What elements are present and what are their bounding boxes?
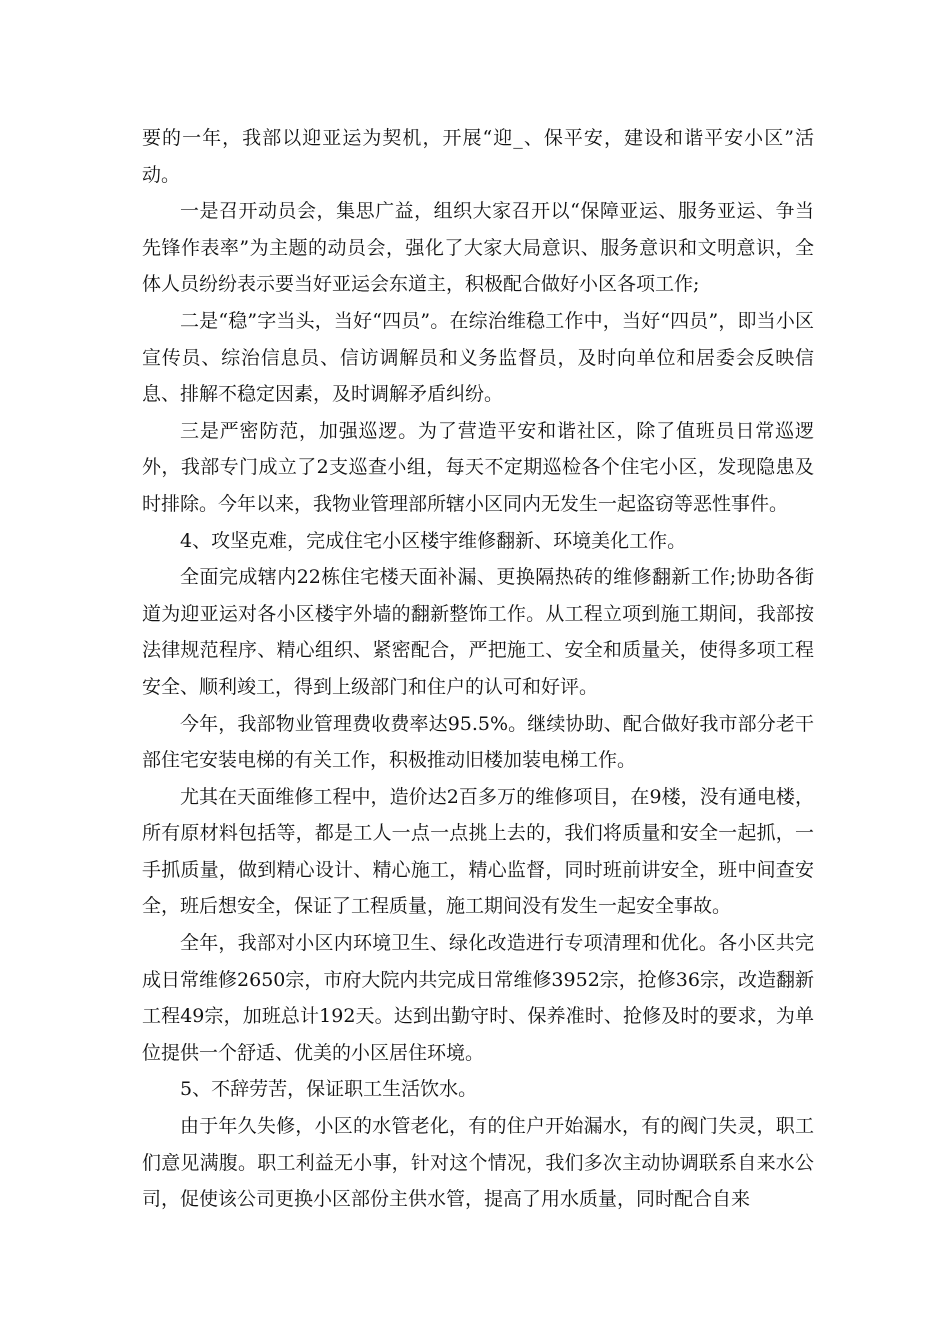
section-heading-4: 4、攻坚克难，完成住宅小区楼宇维修翻新、环境美化工作。 [180,529,687,552]
paragraph-roof-repair: 尤其在天面维修工程中，造价达2百多万的维修项目，在9楼，没有通电楼，所有原材料包括等，都是工人一点一点挑上去的，我们将质量和安全一起抓，一手抓质量，做到精心设计、精心施工，精心监督，同时班前讲安全，班中间查安全，班后想安全，保证了工程质量，施工期间没有发生一起安全事故。 [142,785,814,918]
paragraph-patrol: 三是严密防范，加强巡逻。为了营造平安和谐社区，除了值班员日常巡逻外，我部专门成立了2支巡查小组，每天不定期巡检各个住宅小区，发现隐患及时排除。今年以来，我物业管理部所辖小区同内无发生一起盗窃等恶性事件。 [142,419,814,515]
section-heading-5: 5、不辞劳苦，保证职工生活饮水。 [180,1078,478,1101]
paragraph-renovation: 全面完成辖内22栋住宅楼天面补漏、更换隔热砖的维修翻新工作;协助各街道为迎亚运对各小区楼宇外墙的翻新整饰工作。从工程立项到施工期间，我部按法律规范程序、精心组织、紧密配合，严把施工、安全和质量关，使得多项工程安全、顺利竣工，得到上级部门和住户的认可和好评。 [142,566,814,698]
paragraph-stability-four-roles: 二是“稳”字当头，当好“四员”。在综治维稳工作中，当好“四员”，即当小区宣传员、综治信息员、信访调解员和义务监督员，及时向单位和居委会反映信息、排解不稳定因素，及时调解矛盾纠纷。 [142,309,814,406]
paragraph-water-supply: 由于年久失修，小区的水管老化，有的住户开始漏水，有的阀门失灵，职工们意见满腹。职工利益无小事，针对这个情况，我们多次主动协调联系自来水公司，促使该公司更换小区部份主供水管，提高了用水质量，同时配合自来 [142,1115,814,1211]
paragraph-fee-collection: 今年，我部物业管理费收费率达95.5%。继续协助、配合做好我市部分老干部住宅安装电梯的有关工作，积极推动旧楼加装电梯工作。 [142,712,814,772]
paragraph-environment: 全年，我部对小区内环境卫生、绿化改造进行专项清理和优化。各小区共完成日常维修2650宗，市府大院内共完成日常维修3952宗，抢修36宗，改造翻新工程49宗，加班总计192天。达到出勤守时、保养准时、抢修及时的要求，为单位提供一个舒适、优美的小区居住环境。 [142,932,814,1064]
paragraph-continuation: 要的一年，我部以迎亚运为契机，开展“迎_、保平安，建设和谐平安小区”活动。 [142,127,814,186]
paragraph-mobilization-meeting: 一是召开动员会，集思广益，组织大家召开以“保障亚运、服务亚运、争当先锋作表率”为主题的动员会，强化了大家大局意识、服务意识和文明意识，全体人员纷纷表示要当好亚运会东道主，积极配合做好小区各项工作; [142,200,814,296]
document-body [142,120,814,1218]
